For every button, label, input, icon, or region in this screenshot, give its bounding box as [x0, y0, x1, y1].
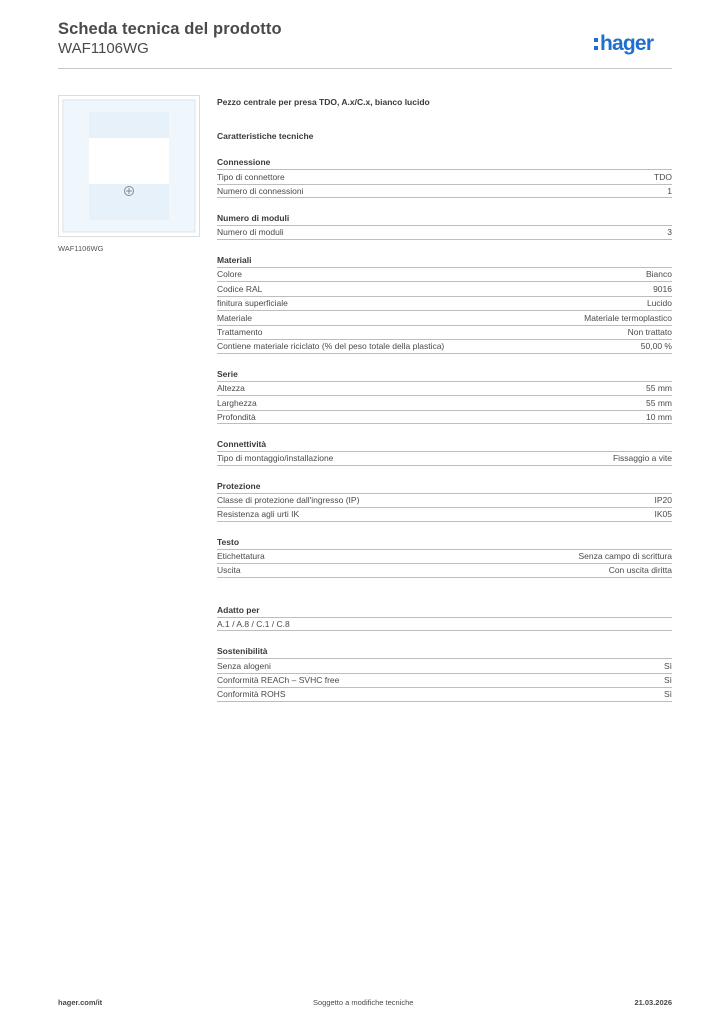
spec-label: finitura superficiale: [217, 298, 288, 309]
spec-value: TDO: [654, 171, 672, 182]
spec-rows: [217, 225, 672, 240]
section-title: Testo: [217, 536, 240, 547]
spec-rows: [217, 451, 672, 466]
spec-content: [217, 96, 672, 702]
spec-row: [217, 225, 672, 240]
spec-label: Numero di moduli: [217, 227, 284, 238]
spec-value: 3: [667, 227, 672, 238]
spec-value: IK05: [654, 509, 672, 520]
spec-label: Profondità: [217, 411, 256, 422]
spec-value: Materiale termoplastico: [584, 312, 672, 323]
spec-value: 55 mm: [646, 383, 672, 394]
image-caption: WAF1106WG: [58, 244, 104, 253]
spec-label: Conformità REACh – SVHC free: [217, 675, 340, 686]
spec-rows: [217, 549, 672, 578]
footer-date: 21.03.2026: [634, 998, 672, 1007]
spec-section: [217, 536, 672, 578]
section-title: Adatto per: [217, 604, 260, 615]
spec-row: [217, 687, 672, 702]
spec-row: [217, 563, 672, 578]
spec-section: [217, 368, 672, 425]
spec-row: [217, 617, 672, 632]
spec-row: [217, 296, 672, 311]
spec-rows: [217, 493, 672, 522]
footer-disclaimer: Soggetto a modifiche tecniche: [313, 998, 414, 1007]
spec-row: [217, 549, 672, 564]
header-divider: [58, 68, 672, 69]
section-title: Protezione: [217, 480, 261, 491]
spec-label: Materiale: [217, 312, 252, 323]
spec-label: Classe di protezione dall'ingresso (IP): [217, 495, 360, 506]
section-title: Materiali: [217, 254, 252, 265]
spec-rows: [217, 658, 672, 702]
spec-label: Altezza: [217, 383, 245, 394]
spec-label: Uscita: [217, 565, 241, 576]
spec-rows: [217, 617, 672, 632]
spec-row: [217, 451, 672, 466]
spec-label: Larghezza: [217, 397, 257, 408]
spec-label: Tipo di montaggio/installazione: [217, 453, 334, 464]
spec-section: [217, 480, 672, 522]
section-title: Numero di moduli: [217, 213, 290, 223]
socket-plate-illustration: [59, 96, 199, 236]
spec-value: 10 mm: [646, 411, 672, 422]
product-code: WAF1106WG: [58, 40, 149, 57]
spec-value: Lucido: [646, 298, 672, 309]
hager-logo: [592, 28, 674, 58]
spec-row: [217, 281, 672, 296]
spec-label: Numero di connessioni: [217, 185, 304, 196]
spec-section: [217, 156, 672, 198]
spec-section: [217, 254, 672, 354]
section-title: Serie: [217, 368, 238, 379]
spec-value: Con uscita diritta: [608, 565, 672, 576]
spec-label: Etichettatura: [217, 551, 265, 562]
spec-label: Resistenza agli urti IK: [217, 509, 300, 520]
spec-value: 55 mm: [646, 397, 672, 408]
spec-row: [217, 325, 672, 340]
spec-label: Tipo di connettore: [217, 171, 285, 182]
spec-row: [217, 267, 672, 282]
spec-row: [217, 339, 672, 354]
spec-label: Conformità ROHS: [217, 689, 286, 700]
spec-label: Trattamento: [217, 327, 263, 338]
spec-section: [217, 604, 672, 632]
section-title: Connettività: [217, 439, 267, 449]
spec-rows: [217, 381, 672, 425]
spec-value: Sì: [663, 675, 672, 686]
spec-value: Non trattato: [627, 327, 672, 338]
spec-rows: [217, 169, 672, 198]
spec-row: [217, 381, 672, 396]
spec-label: Contiene materiale riciclato (% del peso totale della plastica): [217, 341, 445, 352]
product-image: [58, 95, 200, 237]
spec-value: Fissaggio a vite: [612, 453, 672, 464]
logo-text: hager: [600, 32, 654, 55]
spec-value: Bianco: [646, 269, 672, 280]
section-title: Sostenibilità: [217, 646, 268, 656]
spec-value: Sì: [663, 660, 672, 671]
product-description: Pezzo centrale per presa TDO, A.x/C.x, bianco lucido: [217, 97, 430, 107]
spec-row: [217, 184, 672, 199]
page-title: Scheda tecnica del prodotto: [58, 20, 282, 38]
spec-row: [217, 395, 672, 410]
spec-value: 1: [667, 185, 672, 196]
spec-value: Senza campo di scrittura: [578, 551, 672, 562]
spec-value: IP20: [654, 495, 672, 506]
spec-label: Colore: [217, 269, 243, 280]
spec-value: Sì: [663, 689, 672, 700]
spec-label: A.1 / A.8 / C.1 / C.8: [217, 618, 290, 629]
spec-row: [217, 310, 672, 325]
spec-section: [217, 645, 672, 702]
spec-row: [217, 658, 672, 673]
spec-row: [217, 169, 672, 184]
spec-row: [217, 493, 672, 508]
spec-rows: [217, 267, 672, 354]
section-title: Connessione: [217, 157, 271, 167]
spec-value: 9016: [653, 283, 672, 294]
spec-row: [217, 673, 672, 688]
spec-row: [217, 507, 672, 522]
spec-section: [217, 438, 672, 466]
spec-row: [217, 410, 672, 425]
spec-label: Codice RAL: [217, 283, 263, 294]
characteristics-title: Caratteristiche tecniche: [217, 131, 314, 141]
footer-website: hager.com/it: [58, 998, 103, 1007]
spec-section: [217, 212, 672, 240]
spec-value: 50,00 %: [640, 341, 672, 352]
spec-label: Senza alogeni: [217, 660, 271, 671]
spec-sections: [217, 156, 672, 702]
